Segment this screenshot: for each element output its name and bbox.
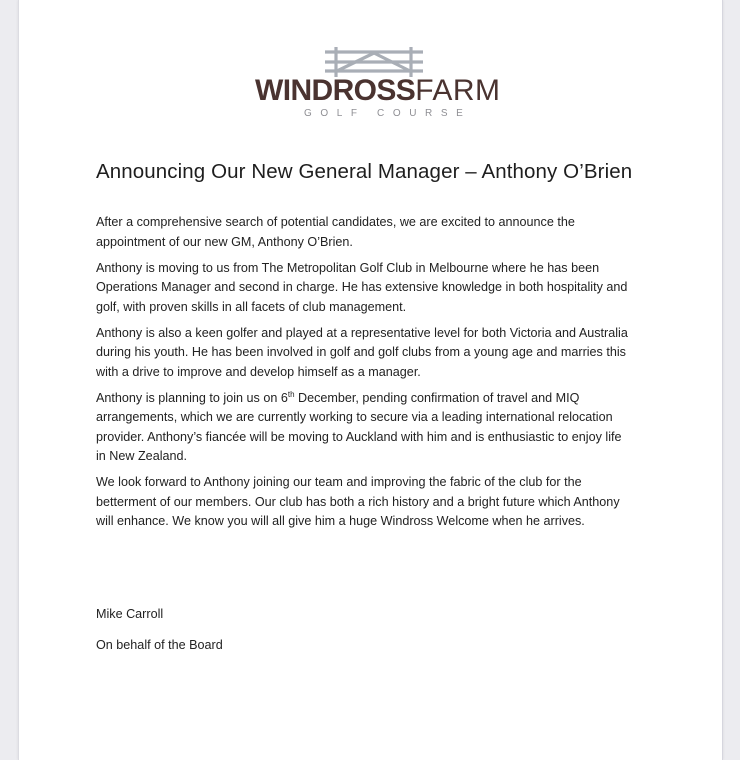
- paragraph-golf-experience: Anthony is also a keen golfer and played at a representative level for both Victoria and Australia during his youth. He has been involved in golf and golf clubs from a young age and marries this with a drive to improve and develop himself as a manager.: [96, 325, 628, 379]
- signature-role: On behalf of the Board: [96, 637, 223, 652]
- document-page: [18, 0, 723, 760]
- start-date-text-after: December, pending confirmation of travel and MIQ arrangements, which we are currently working to secure via a leading international relocation provider. Anthony’s fiancée will be moving to Auckland with him and is enthusiastic to enjoy life in New Zealand.: [96, 390, 622, 463]
- signature-block: [96, 605, 223, 666]
- document-body: [96, 213, 631, 538]
- windross-farm-logo: [255, 44, 505, 124]
- paragraph-welcome: We look forward to Anthony joining our team and improving the fabric of the club for the betterment of our members. Our club has both a rich history and a bright future which Anthony will enhance. We know you will all give him a huge Windross Welcome when he arrives.: [96, 475, 620, 528]
- page-title: Announcing Our New General Manager – Anthony O’Brien: [96, 160, 633, 183]
- paragraph-start-date: [96, 389, 631, 467]
- ordinal-suffix: th: [287, 389, 295, 399]
- signature-name: Mike Carroll: [96, 607, 164, 621]
- paragraph-announcement: After a comprehensive search of potential candidates, we are excited to announce the appointment of our new GM, Anthony O’Brien.: [96, 215, 575, 249]
- logo-wordmark: [255, 76, 505, 106]
- logo-wordmark-bold: WINDROSS: [255, 74, 416, 107]
- start-date-text-before: Anthony is planning to join us on 6: [96, 390, 288, 405]
- paragraph-background: Anthony is moving to us from The Metropolitan Golf Club in Melbourne where he has been Operations Manager and second in charge. He has extensive knowledge in both hospitality and golf, with proven skills in all facets of club management.: [96, 260, 628, 314]
- logo-wordmark-light: FARM: [415, 74, 501, 107]
- logo-tagline: GOLF COURSE: [304, 108, 472, 119]
